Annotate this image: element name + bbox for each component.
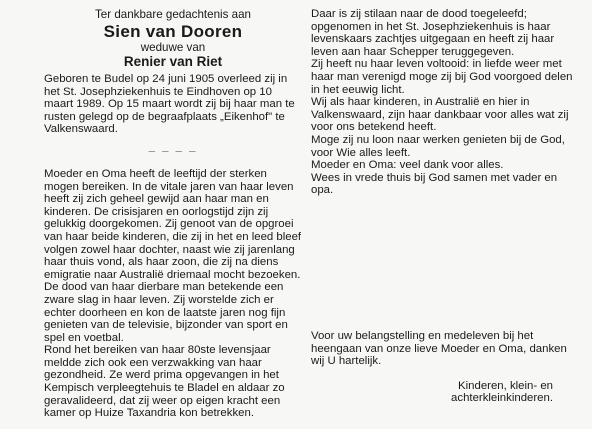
left-column (44, 8, 302, 420)
life-paragraph-2: De dood van haar dierbare man betekende een zware slag in haar leven. Zij worstelde zich er echter doorheen en kon de laatste jaren nog fijn genieten van de televisie, bijzonder van sport en spel en voetbal. (44, 281, 288, 344)
husband-name: Renier van Riet (123, 54, 223, 69)
farewell-paragraph-4: Moge zij nu loon naar werken genieten bij de God, voor Wie alles leeft. (311, 133, 565, 159)
farewell-paragraph-3: Wij als haar kinderen, in Australië en hier in Valkenswaard, zijn haar dankbaar voor alles wat zij voor ons betekend heeft. (311, 96, 569, 134)
thanks-paragraph: Voor uw belangstelling en medeleven bij het heengaan van onze lieve Moeder en Oma, danken wij U hartelijk. (311, 330, 567, 368)
intro-line: Ter dankbare gedachtenis aan (95, 8, 251, 21)
life-paragraph-3: Rond het bereiken van haar 80ste levensjaar meldde zich ook een verzwakking van haar gezondheid. Ze werd prima opgevangen in het Kempisch verpleegtehuis te Bladel en aldaar zo geravalideerd, dat zij weer op eigen kracht een kamer op Huize Taxandria kon betrekken. (44, 344, 285, 420)
farewell-paragraph-6: Wees in vrede thuis bij God samen met vader en opa. (311, 171, 558, 197)
thanks-block (311, 330, 573, 405)
right-column (311, 8, 573, 197)
signature-line-2: achterkleinkinderen. (451, 392, 553, 405)
farewell-paragraph-2: Zij heeft nu haar leven voltooid: in liefde weer met haar man verenigd moge zij bij God voorgoed delen in het eeuwig licht. (311, 58, 573, 96)
widow-of-label: weduwe van (140, 41, 206, 54)
signature-line-1: Kinderen, klein- en (458, 379, 553, 392)
farewell-paragraph-5: Moeder en Oma: veel dank voor alles. (311, 159, 504, 172)
farewell-paragraph-1: Daar is zij stilaan naar de dood toegeleefd; opgenomen in het St. Josephziekenhuis is haar levenskaars zachtjes uitgegaan en heeft zij haar leven aan haar Schepper teruggegeven. (311, 8, 555, 58)
life-paragraph-1: Moeder en Oma heeft de leeftijd der sterken mogen bereiken. In de vitale jaren van haar leven heeft zij zich geheel gewijd aan haar man en kinderen. De crisisjaren en oorlogstijd zijn zij gelukkig doorgekomen. Zij genoot van de opgroei van haar beide kinderen, die zij in het en leed bleef volgen zowel haar dochter, naast wie zij jarenlang haar thuis vond, als haar zoon, die zij na diens emigratie naar Australië driemaal mocht bezoeken. (44, 167, 302, 281)
birth-death-paragraph: Geboren te Budel op 24 juni 1905 overleed zij in het St. Josephziekenhuis te Eindhoven op 10 maart 1989. Op 15 maart wordt zij bij haar man te rusten gelegd op de begraafplaats „Eikenhof" te Valkenswaard. (44, 73, 295, 136)
deceased-name: Sien van Dooren (103, 22, 243, 41)
separator: _ _ _ _ (148, 140, 198, 153)
